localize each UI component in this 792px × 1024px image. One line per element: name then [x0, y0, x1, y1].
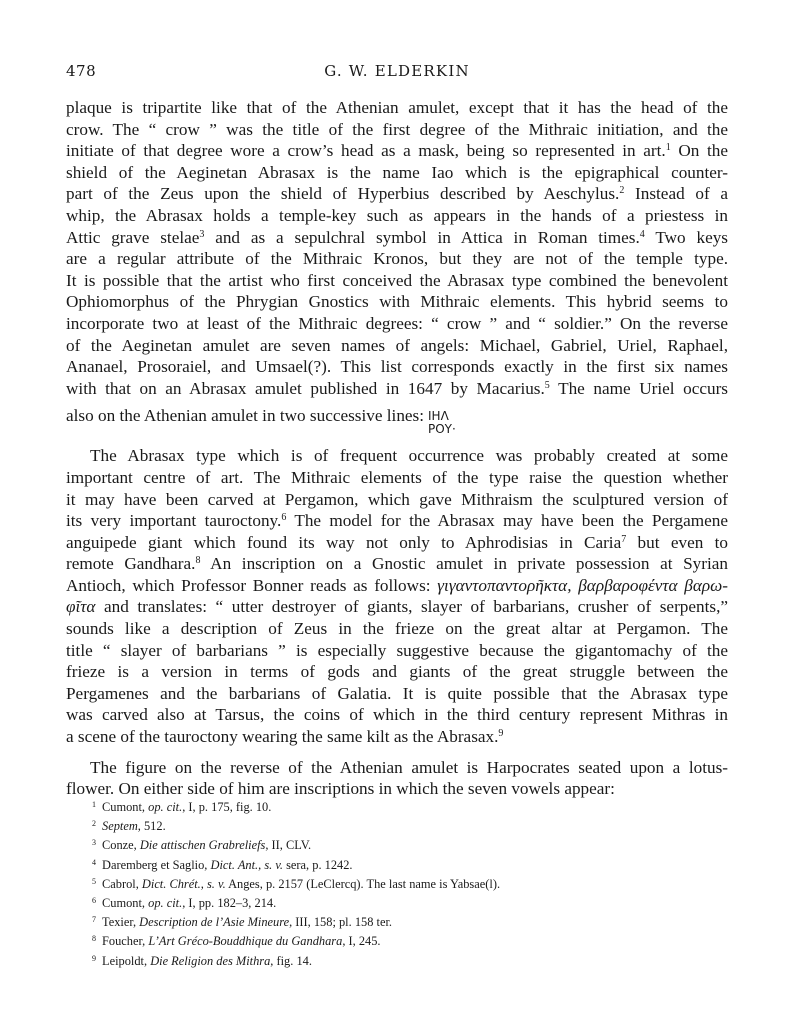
- text-line: remote Gandhara.$^8$ An inscription on a Gnostic amulet in private possession at Syrian: [66, 554, 728, 574]
- text-line: are a regular attribute of the Mithraic Kronos, but they are not of the temple type.: [66, 249, 728, 269]
- text-line: Ophiomorphus of the Phrygian Gnostics with Mithraic elements. This hybrid seems to: [66, 292, 728, 312]
- text-line: it may have been carved at Pergamon, which gave Mithraism the sculptured version of: [66, 489, 728, 509]
- text-line: Pergamenes and the barbarians of Galatia. It is quite possible that the Abrasax type: [66, 683, 728, 703]
- text-line: crow. The “ crow ” was the title of the first degree of the Mithraic initiation, and the: [66, 119, 728, 139]
- text-line: Ananael, Prosoraiel, and Umsael(?). This list corresponds exactly in the first six names: [66, 357, 728, 377]
- text-line: sounds like a description of Zeus in the frieze on the great altar at Pergamon. The: [66, 619, 728, 639]
- footnote-ref: 1: [665, 142, 671, 154]
- text-line: The figure on the reverse of the Athenian amulet is Harpocrates seated upon a lotus-: [90, 757, 728, 777]
- greek-inscription: φῖτα: [66, 597, 96, 617]
- body-text: [66, 97, 728, 800]
- footnote-number: 3: [92, 838, 96, 848]
- footnote: $^8$ Foucher, L’Art Gréco-Bouddhique du Gandhara, I, 245.: [92, 934, 381, 949]
- greek-inscription: γιγαντοπαντορῆκτα, βαρβαροφέντα βαρω-: [437, 575, 729, 595]
- text-line: also on the Athenian amulet in two successive lines: ΙΗΛ ΡΟΥ·: [66, 406, 456, 437]
- footnote: $^2$ Septem, 512.: [92, 819, 166, 834]
- footnote-number: 6: [92, 896, 96, 906]
- footnotes: [92, 798, 712, 971]
- text-line: initiate of that degree wore a crow’s head as a mask, being so represented in art.$^1$ On the: [66, 141, 729, 161]
- text-line: φῖτα and translates: “ utter destroyer of giants, slayer of barbarians, crusher of serpents,”: [66, 597, 728, 617]
- footnote-ref: 8: [195, 555, 201, 567]
- footnote-ref: 5: [544, 379, 550, 391]
- text-line: Antioch, which Professor Bonner reads as follows: γιγαντοπαντορῆκτα, βαρβαροφέντα βαρω-: [66, 575, 729, 595]
- running-head: G. W. ELDERKIN: [324, 62, 470, 80]
- text-line: flower. On either side of him are inscriptions in which the seven vowels appear:: [66, 779, 615, 799]
- footnote-number: 8: [92, 934, 96, 944]
- footnote-number: 2: [92, 819, 96, 829]
- footnote-ref: 9: [498, 728, 504, 740]
- text-line: frieze is a version in terms of gods and giants of the great struggle between the: [66, 662, 728, 682]
- text-line: title “ slayer of barbarians ” is especially suggestive because the gigantomachy of the: [66, 640, 728, 660]
- text-line: whip, the Abrasax holds a temple-key such as appears in the hands of a priestess in: [66, 205, 728, 225]
- text-line: incorporate two at least of the Mithraic degrees: “ crow ” and “ soldier.” On the reverse: [66, 313, 728, 333]
- footnote-number: 9: [92, 953, 96, 963]
- text-line: It is possible that the artist who first conceived the Abrasax type combined the benevolent: [66, 270, 728, 290]
- paragraph-2: [66, 445, 728, 747]
- footnote: $^6$ Cumont, op. cit., I, pp. 182–3, 214.: [92, 896, 277, 911]
- footnote: $^3$ Conze, Die attischen Grabreliefs, II, CLV.: [92, 838, 312, 853]
- text-line: was carved also at Tarsus, the coins of which in the third century represent Mithras in: [66, 705, 728, 725]
- footnote-ref: 7: [621, 533, 627, 545]
- inscription-uriel: ΙΗΛ ΡΟΥ·: [428, 409, 456, 437]
- footnote-number: 4: [92, 857, 96, 867]
- text-line: Attic grave stelae$^3$ and as a sepulchral symbol in Attica in Roman times.$^4$ Two keys: [66, 227, 728, 247]
- page-header: [66, 62, 728, 84]
- footnote: $^1$ Cumont, op. cit., I, p. 175, fig. 10.: [92, 800, 272, 814]
- text-line: The Abrasax type which is of frequent occurrence was probably created at some: [90, 446, 728, 466]
- footnote-ref: 2: [619, 185, 625, 197]
- footnote: $^7$ Texier, Description de l’Asie Mineure, III, 158; pl. 158 ter.: [92, 915, 392, 930]
- paragraph-3: [66, 757, 728, 800]
- text-line: of the Aeginetan amulet are seven names of angels: Michael, Gabriel, Uriel, Raphael,: [66, 335, 728, 355]
- text-line: part of the Zeus upon the shield of Hyperbius described by Aeschylus.$^2$ Instead of a: [66, 184, 728, 204]
- footnote-number: 5: [92, 876, 96, 886]
- footnote-ref: 3: [199, 228, 205, 240]
- footnote-number: 7: [92, 915, 96, 925]
- text-line: shield of the Aeginetan Abrasax is the name Iao which is the epigraphical counter-: [66, 162, 728, 182]
- text-line: a scene of the tauroctony wearing the same kilt as the Abrasax.$^9$: [66, 727, 504, 747]
- footnote: $^9$ Leipoldt, Die Religion des Mithra, fig. 14.: [92, 953, 312, 968]
- text-line: important centre of art. The Mithraic elements of the type raise the question whether: [66, 467, 728, 487]
- paragraph-1: [66, 97, 728, 436]
- page-number: 478: [66, 62, 97, 80]
- footnote: $^5$ Cabrol, Dict. Chrét., s. v. Anges, p. 2157 (LeClercq). The last name is Yabsae(l).: [92, 876, 501, 891]
- footnote: $^4$ Daremberg et Saglio, Dict. Ant., s. v. sera, p. 1242.: [92, 857, 353, 872]
- footnote-ref: 4: [639, 228, 645, 240]
- text-line: plaque is tripartite like that of the Athenian amulet, except that it has the head of the: [66, 98, 728, 117]
- text-line: its very important tauroctony.$^6$ The model for the Abrasax may have been the Pergamene: [66, 511, 728, 531]
- text-line: anguipede giant which found its way not only to Aphrodisias in Caria$^7$ but even to: [66, 532, 728, 552]
- footnote-ref: 6: [281, 512, 287, 524]
- text-line: with that on an Abrasax amulet published in 1647 by Macarius.$^5$ The name Uriel occurs: [66, 378, 728, 398]
- footnote-number: 1: [92, 800, 96, 809]
